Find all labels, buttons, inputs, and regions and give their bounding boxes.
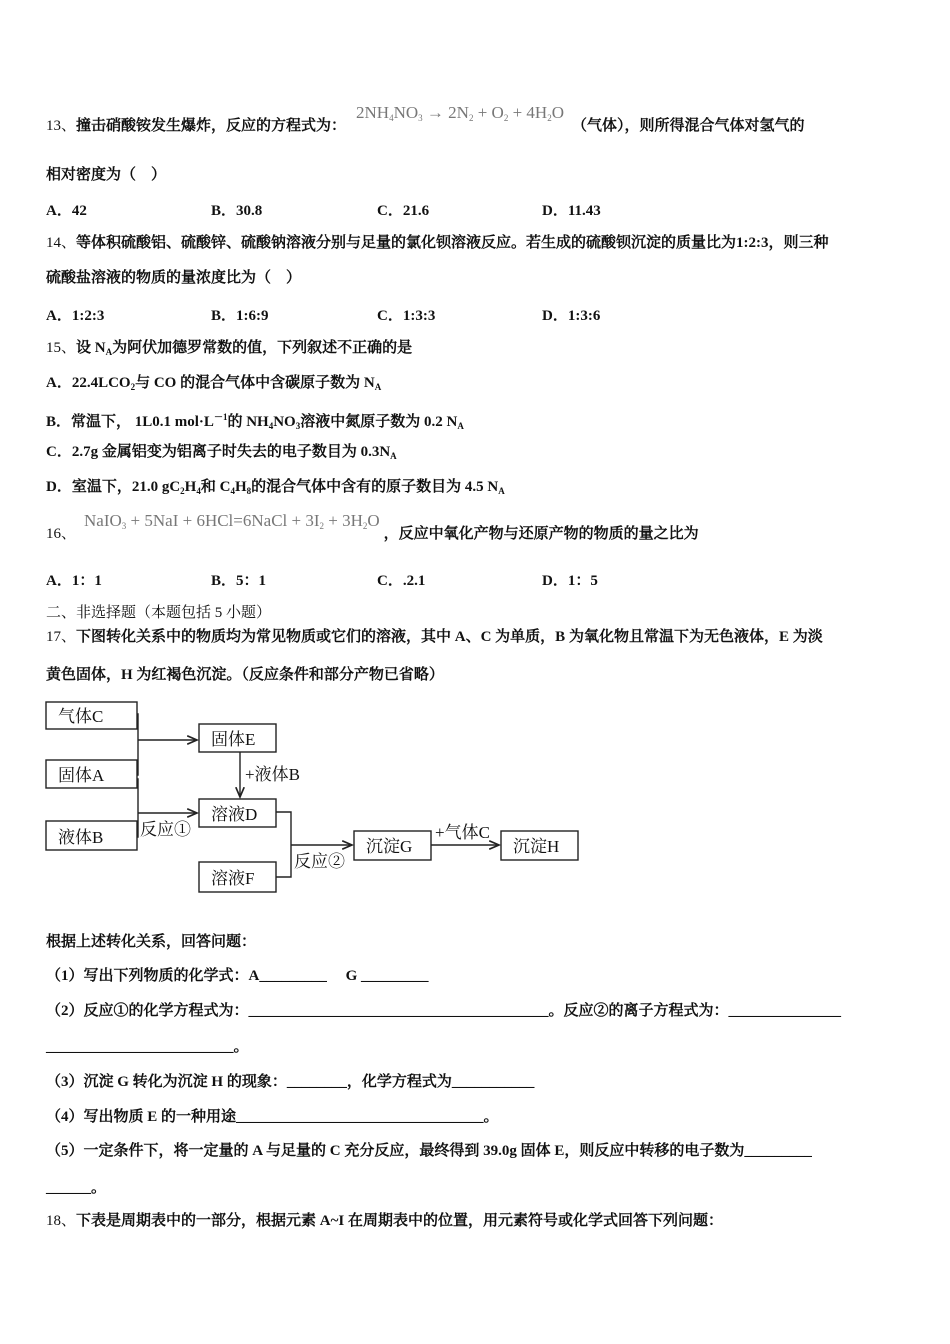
subscript: 3	[121, 521, 127, 531]
label-solid-a: 固体A	[58, 766, 105, 785]
question-number: 16、	[46, 526, 77, 542]
text-segment: + 3H	[324, 511, 363, 530]
q13-stem-c: 相对密度为（ ）	[46, 167, 167, 183]
subscript: A	[374, 382, 382, 392]
label-reaction-2: 反应②	[294, 852, 345, 871]
subscript: 3	[295, 421, 301, 431]
label-gas-c: 气体C	[58, 707, 104, 726]
q13-option-d: D．11.43	[542, 203, 601, 219]
label-ppt-h: 沉淀H	[513, 837, 560, 856]
label-liquid-b: 液体B	[58, 828, 104, 847]
subscript: 2	[130, 382, 136, 392]
text-segment: 的 NH	[227, 414, 269, 430]
subscript: 2	[319, 521, 324, 531]
question-number: 17、	[46, 629, 77, 645]
q16-text: ，反应中氧化产物与还原产物的物质的量之比为	[383, 526, 699, 542]
subscript: 4	[268, 421, 274, 431]
text-segment: 与 CO 的混合气体中含碳原子数为 N	[135, 375, 375, 391]
text-segment: 的混合气体中含有的原子数目为 4.5 N	[251, 479, 499, 495]
text-segment: 为阿伏加德罗常数的值，下列叙述不正确的是	[112, 340, 413, 356]
question-number: 15、	[46, 340, 77, 356]
subscript: A	[457, 421, 464, 431]
question-number: 13、	[46, 118, 77, 134]
label-solid-e: 固体E	[211, 730, 256, 749]
q13-option-c: C．21.6	[377, 203, 430, 219]
subscript: 4	[389, 113, 394, 123]
q16-option-a: A．1：1	[46, 573, 102, 589]
subscript: 2	[180, 486, 185, 496]
q18-text: 下表是周期表中的一部分，根据元素 A~I 在周期表中的位置，用元素符号或化学式回答下列问题：	[76, 1213, 723, 1229]
q17-part-5: （5）一定条件下，将一定量的 A 与足量的 C 充分反应，最终得到 39.0g 固体 E，则反应中转移的电子数为_________	[46, 1143, 812, 1159]
superscript: －1	[213, 412, 228, 422]
text-segment: + O	[473, 103, 504, 122]
q17-part-5-cont: ______。	[46, 1180, 107, 1196]
subscript: 2	[503, 113, 509, 123]
question-number: 18、	[46, 1213, 77, 1229]
q14-option-d: D．1:3:6	[542, 308, 601, 324]
text-segment: D．室温下，21.0 gC	[46, 479, 181, 495]
label-reaction-1: 反应①	[140, 820, 191, 839]
q18-stem	[46, 1211, 723, 1231]
q17-intro: 根据上述转化关系，回答问题：	[46, 934, 257, 950]
subscript: A	[498, 486, 505, 496]
subscript: 4	[230, 486, 235, 496]
connector-d-f	[276, 812, 291, 877]
subscript: 8	[246, 486, 252, 496]
subscript: 3	[418, 113, 423, 123]
subscript: 2	[468, 113, 474, 123]
label-solution-f: 溶液F	[211, 869, 255, 888]
q17-text: 下图转化关系中的物质均为常见物质或它们的溶液，其中 A、C 为单质，B 为氧化物且常温下为无色液体，E 为淡	[76, 629, 823, 645]
q14-option-b: B．1:6:9	[211, 308, 269, 324]
q16-option-c: C．.2.1	[377, 573, 426, 589]
subscript: 4	[196, 486, 201, 496]
q13-text: 撞击硝酸铵发生爆炸，反应的方程式为：	[76, 118, 347, 134]
text-segment: O	[551, 103, 564, 122]
label-solution-d: 溶液D	[211, 805, 258, 824]
q14-option-a: A．1:2:3	[46, 308, 105, 324]
q13-option-a: A．42	[46, 203, 87, 219]
label-add-liquid-b: +液体B	[245, 765, 300, 784]
subscript: 2	[362, 521, 368, 531]
q17-part-3: （3）沉淀 G 转化为沉淀 H 的现象：________，化学方程式为___________	[46, 1074, 535, 1090]
q16-option-d: D．1：5	[542, 573, 598, 589]
q17-part-2: （2）反应①的化学方程式为：________________________________________。反应②的离子方程式为：_______________	[46, 1003, 842, 1019]
q16-option-b: B．5：1	[211, 573, 267, 589]
text-segment: + 5NaI + 6HCl=6NaCl + 3I	[126, 511, 320, 530]
text-segment: H	[184, 479, 197, 495]
section-heading: 二、非选择题（本题包括 5 小题）	[46, 605, 272, 621]
text-segment: 设 N	[76, 340, 106, 356]
subscript: A	[390, 451, 397, 461]
text-segment: + 4H	[508, 103, 548, 122]
label-ppt-g: 沉淀G	[366, 837, 413, 856]
text-segment: A．22.4LCO	[46, 375, 131, 391]
q17-part-4: （4）写出物质 E 的一种用途_________________________________。	[46, 1109, 499, 1125]
q14-text: 等体积硫酸铝、硫酸锌、硫酸钠溶液分别与足量的氯化钡溶液反应。若生成的硫酸钡沉淀的质量比为1:2:3，则三种	[76, 235, 829, 251]
text-segment: NO	[273, 414, 296, 430]
text-segment: 和 C	[200, 479, 231, 495]
text-segment: O	[367, 511, 380, 530]
subscript: 2	[547, 113, 552, 123]
subscript: A	[105, 347, 113, 357]
q13-text-b: （气体），则所得混合气体对氢气的	[571, 118, 805, 134]
text-segment: 2NH	[356, 103, 390, 122]
text-segment: 溶液中氮原子数为 0.2 N	[300, 414, 458, 430]
q17-part-2-cont: _________________________。	[46, 1039, 249, 1055]
text-segment: C．2.7g 金属铝变为铝离子时失去的电子数目为 0.3N	[46, 444, 391, 460]
text-segment: NO	[393, 103, 419, 122]
question-number: 14、	[46, 235, 77, 251]
q13-option-b: B．30.8	[211, 203, 263, 219]
label-add-gas-c: +气体C	[435, 823, 490, 842]
q17-part-1: （1）写出下列物质的化学式：A_________ G _________	[46, 968, 429, 984]
text-segment: B．常温下， 1L0.1 mol·L	[46, 414, 214, 430]
text-segment: H	[234, 479, 247, 495]
text-segment: → 2N	[422, 103, 469, 122]
q14-stem-b: 硫酸盐溶液的物质的量浓度比为（ ）	[46, 270, 302, 286]
q17-stem-b: 黄色固体，H 为红褐色沉淀。（反应条件和部分产物已省略）	[46, 667, 444, 683]
text-segment: NaIO	[84, 511, 122, 530]
q14-option-c: C．1:3:3	[377, 308, 436, 324]
